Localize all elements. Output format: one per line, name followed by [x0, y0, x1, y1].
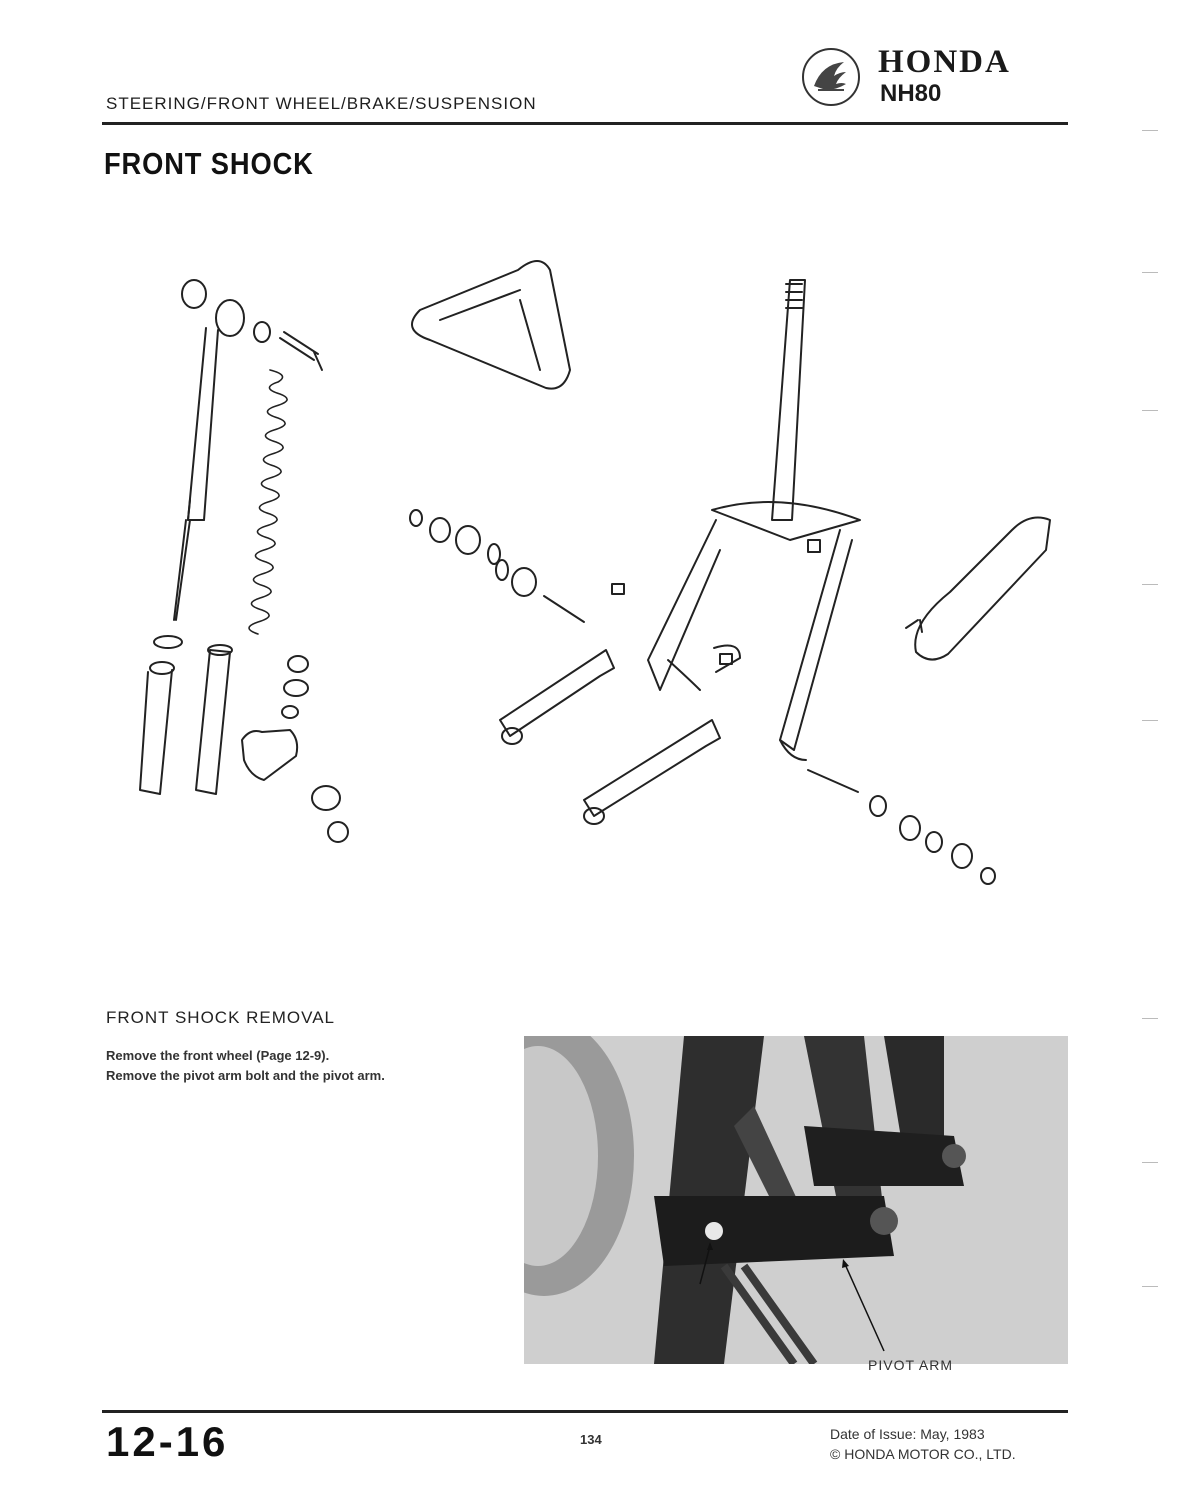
issue-info	[830, 1424, 1016, 1464]
shock-absorber	[140, 280, 244, 794]
footer-rule	[102, 1410, 1068, 1413]
section-header: STEERING/FRONT WHEEL/BRAKE/SUSPENSION	[106, 94, 537, 113]
brand-name: HONDA	[878, 44, 1011, 80]
page-number: 134	[580, 1432, 602, 1447]
edge-mark	[1142, 130, 1158, 131]
removal-step: Remove the front wheel (Page 12-9).	[106, 1048, 330, 1063]
edge-mark	[1142, 1286, 1158, 1287]
removal-steps	[106, 1046, 385, 1086]
page-code: 12-16	[106, 1418, 229, 1465]
removal-step: Remove the pivot arm bolt and the pivot arm.	[106, 1068, 385, 1083]
brand-block	[800, 40, 1070, 110]
spring	[249, 370, 287, 634]
edge-mark	[1142, 1018, 1158, 1019]
page-title: FRONT SHOCK	[104, 146, 314, 181]
edge-mark	[1142, 720, 1158, 721]
edge-mark	[1142, 1162, 1158, 1163]
exploded-parts-diagram	[100, 220, 1060, 940]
issue-date: Date of Issue: May, 1983	[830, 1426, 985, 1442]
honda-wing-logo-icon	[800, 46, 862, 108]
removal-heading: FRONT SHOCK REMOVAL	[106, 1008, 336, 1027]
copyright: © HONDA MOTOR CO., LTD.	[830, 1446, 1016, 1462]
pivot-arm-label: PIVOT ARM	[868, 1357, 953, 1373]
edge-mark	[1142, 584, 1158, 585]
edge-mark	[1142, 272, 1158, 273]
model-name: NH80	[880, 80, 942, 107]
header-rule	[102, 122, 1068, 125]
pivot-arm-photo	[524, 1036, 1068, 1364]
edge-mark	[1142, 410, 1158, 411]
